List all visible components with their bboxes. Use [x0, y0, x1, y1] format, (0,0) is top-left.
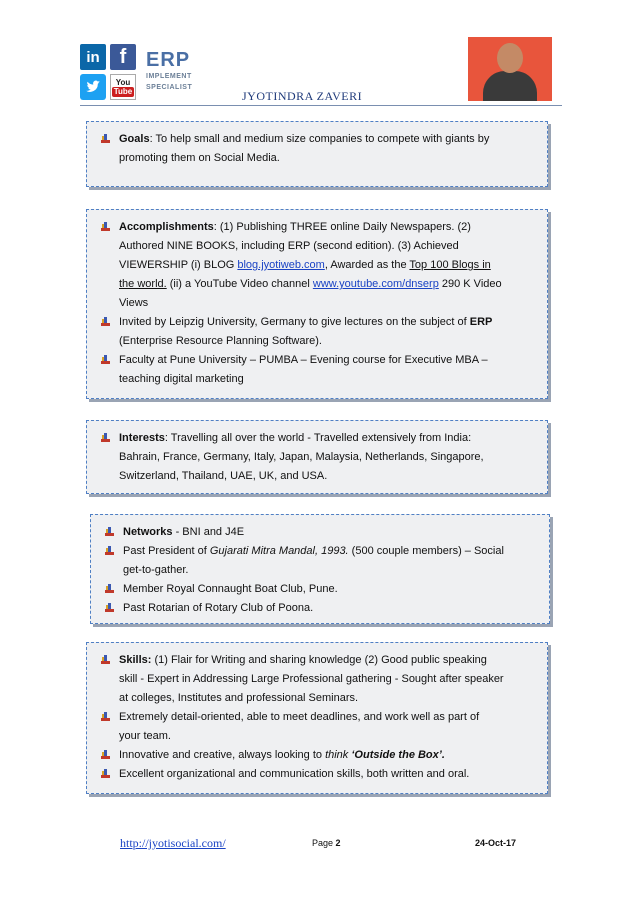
- skills-line1: (1) Flair for Writing and sharing knowledge (2) Good public speaking: [151, 654, 487, 666]
- social-icons: [80, 44, 138, 102]
- interests-line2: Bahrain, France, Germany, Italy, Japan, Malaysia, Netherlands, Singapore,: [119, 451, 484, 463]
- top-blogs-text: Top 100 Blogs in: [409, 259, 491, 271]
- goals-text: : To help small and medium size companies to compete with giants by: [149, 133, 490, 145]
- youtube-tube-text: Tube: [113, 86, 133, 96]
- facebook-glyph: f: [119, 45, 127, 68]
- photo-shirt: [483, 71, 537, 101]
- footer-page-number: [312, 838, 341, 848]
- faculty-text: Faculty at Pune University – PUMBA – Evening course for Executive MBA –: [119, 354, 488, 366]
- past-president-text2: (500 couple members) – Social: [348, 545, 504, 557]
- page-num: 2: [335, 838, 341, 848]
- bullet-icon: [105, 584, 114, 594]
- past-president-item: [99, 542, 541, 580]
- accomplishments-line4a: (ii) a YouTube Video channel: [166, 278, 313, 290]
- boat-club-text: Member Royal Connaught Boat Club, Pune.: [123, 583, 338, 595]
- goals-box: [86, 121, 548, 187]
- rotary-item: [99, 599, 541, 618]
- page-label: Page: [312, 838, 336, 848]
- bullet-icon: [101, 355, 110, 365]
- think-text: think: [325, 749, 349, 761]
- boat-club-item: [99, 580, 541, 599]
- bullet-icon: [105, 546, 114, 556]
- footer-date: 24-Oct-17: [475, 838, 517, 848]
- accomplishments-box: [86, 209, 548, 399]
- networks-box: [90, 514, 550, 624]
- skills-line2: skill - Expert in Addressing Large Professional gathering - Sought after speaker: [119, 673, 504, 685]
- accomplishments-line2: Authored NINE BOOKS, including ERP (second edition). (3) Achieved: [119, 240, 459, 252]
- bullet-icon: [101, 433, 110, 443]
- header-divider: [80, 105, 562, 106]
- accomplishments-item: [95, 218, 539, 313]
- past-president-text3: get-to-gather.: [123, 564, 189, 576]
- erp-bold: ERP: [469, 316, 493, 328]
- accomplishments-line1: : (1) Publishing THREE online Daily Newspapers. (2): [213, 221, 471, 233]
- bullet-icon: [101, 222, 110, 232]
- bullet-icon: [101, 712, 110, 722]
- profile-photo: [468, 37, 552, 101]
- erp-logo: [146, 50, 192, 92]
- networks-line1: - BNI and J4E: [172, 526, 245, 538]
- faculty-item: [95, 351, 539, 389]
- accomplishments-line5: Views: [119, 297, 149, 309]
- interests-label: Interests: [119, 432, 165, 444]
- faculty-text2: teaching digital marketing: [119, 373, 244, 385]
- erp-logo-sub2: SPECIALIST: [146, 84, 193, 91]
- accomplishments-label: Accomplishments: [119, 221, 214, 233]
- erp-logo-sub1: IMPLEMENT: [146, 73, 192, 80]
- erp-logo-word: ERP: [146, 49, 191, 71]
- youtube-channel-link[interactable]: www.youtube.com/dnserp: [312, 278, 439, 290]
- goals-item: [95, 130, 539, 168]
- innovative-text: Innovative and creative, always looking to: [119, 749, 326, 761]
- detail-oriented-text: Extremely detail-oriented, able to meet deadlines, and work well as part of: [119, 711, 480, 723]
- youtube-you-text: You: [115, 77, 131, 87]
- communication-text: Excellent organizational and communication skills, both written and oral.: [119, 768, 470, 780]
- bullet-icon: [101, 134, 110, 144]
- communication-item: [95, 765, 539, 784]
- detail-oriented-item: [95, 708, 539, 746]
- skills-label: Skills:: [119, 654, 152, 666]
- youtube-icon[interactable]: [110, 74, 136, 100]
- accomplishments-line3b: , Awarded as the: [324, 259, 410, 271]
- twitter-icon[interactable]: [80, 74, 106, 100]
- author-name: JYOTINDRA ZAVERI: [242, 89, 363, 103]
- bullet-icon: [101, 655, 110, 665]
- interests-box: [86, 420, 548, 494]
- rotary-text: Past Rotarian of Rotary Club of Poona.: [123, 602, 314, 614]
- leipzig-item: [95, 313, 539, 351]
- skills-item: [95, 651, 539, 708]
- outside-box-text: ‘Outside the Box’.: [348, 749, 445, 761]
- detail-oriented-text2: your team.: [119, 730, 171, 742]
- accomplishments-line3a: VIEWERSHIP (i) BLOG: [119, 259, 238, 271]
- interests-line3: Switzerland, Thailand, UAE, UK, and USA.: [119, 470, 328, 482]
- innovative-item: [95, 746, 539, 765]
- past-president-text: Past President of: [123, 545, 210, 557]
- top-blogs-text2: the world.: [119, 278, 167, 290]
- footer-url-link[interactable]: http://jyotisocial.com/: [120, 836, 226, 850]
- accomplishments-line4b: 290 K Video: [438, 278, 502, 290]
- mitra-mandal-text: Gujarati Mitra Mandal, 1993.: [209, 545, 349, 557]
- networks-label: Networks: [123, 526, 173, 538]
- leipzig-text2: (Enterprise Resource Planning Software).: [119, 335, 322, 347]
- interests-item: [95, 429, 539, 486]
- bullet-icon: [105, 603, 114, 613]
- networks-item: [99, 523, 541, 542]
- bullet-icon: [101, 317, 110, 327]
- bullet-icon: [101, 769, 110, 779]
- goals-label: Goals: [119, 133, 150, 145]
- facebook-icon[interactable]: [110, 44, 136, 70]
- bullet-icon: [101, 750, 110, 760]
- skills-line3: at colleges, Institutes and professional Seminars.: [119, 692, 359, 704]
- twitter-bird-icon: [85, 80, 101, 94]
- photo-head: [497, 43, 523, 73]
- bullet-icon: [105, 527, 114, 537]
- blog-link[interactable]: blog.jyotiweb.com: [237, 259, 325, 271]
- goals-text2: promoting them on Social Media.: [119, 152, 280, 164]
- linkedin-icon[interactable]: [80, 44, 106, 70]
- interests-line1: : Travelling all over the world - Travelled extensively from India:: [164, 432, 472, 444]
- leipzig-text: Invited by Leipzig University, Germany to give lectures on the subject of: [119, 316, 470, 328]
- skills-box: [86, 642, 548, 794]
- linkedin-glyph: in: [86, 48, 100, 66]
